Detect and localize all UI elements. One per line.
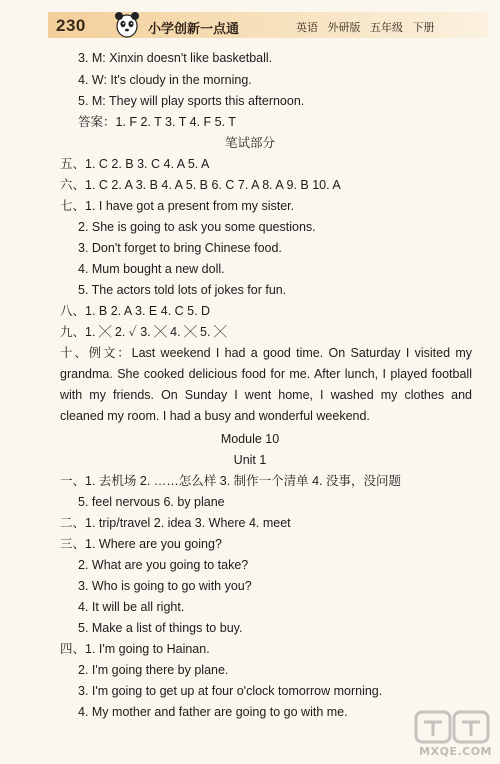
module-title: Module 10 <box>220 432 280 446</box>
answer-line-8: 八、1. B 2. A 3. E 4. C 5. D <box>60 304 211 318</box>
series-meta <box>296 19 441 35</box>
answer-key-line: 答案：1. F 2. T 3. T 4. F 5. T <box>78 115 236 129</box>
answer-line: 2. What are you going to take? <box>78 558 249 572</box>
listening-line: 3. M: Xinxin doesn't like basketball. <box>78 51 273 65</box>
answer-line: 一、1. 去机场 2. ……怎么样 3. 制作一个清单 4. 没事，没问题 <box>60 474 402 488</box>
answer-line: 2. I'm going there by plane. <box>78 663 229 677</box>
answer-line: 4. Mum bought a new doll. <box>78 262 225 276</box>
sample-essay: 十、例文：Last weekend I had a good time. On Saturday I visited my grandma. She cooked delicious food for me. After lunch, I played football with my friends. On Sunday I went home, I washed my clothes and cleaned my room. I had a busy and wonderful weekend. <box>60 346 472 423</box>
answer-line-9: 九、1. ╳ 2. ✓ 3. ╳ 4. ╳ 5. ╳ <box>60 325 227 339</box>
watermark-logo <box>414 710 492 758</box>
answer-line: 5. Make a list of things to buy. <box>78 621 243 635</box>
grade-label: 五年级 <box>370 21 403 34</box>
answer-line: 3. Don't forget to bring Chinese food. <box>78 241 282 255</box>
subject-label: 英语 <box>296 21 318 34</box>
panda-mascot-icon <box>112 6 142 40</box>
page-number: 230 <box>56 16 86 35</box>
answer-line: 3. Who is going to go with you? <box>78 579 252 593</box>
answer-line: 4. My mother and father are going to go with me. <box>78 705 348 719</box>
watermark-stamp-icon <box>414 710 492 744</box>
answer-line: 三、1. Where are you going? <box>60 537 222 551</box>
page-header <box>0 0 500 46</box>
volume-label: 下册 <box>412 21 435 34</box>
listening-line: 5. M: They will play sports this afternoon. <box>78 94 305 108</box>
answer-line-6: 六、1. C 2. A 3. B 4. A 5. B 6. C 7. A 8. A 9. B 10. A <box>60 178 341 192</box>
series-title: 小学创新一点通 <box>148 22 240 37</box>
answer-line: 四、1. I'm going to Hainan. <box>60 642 210 656</box>
watermark-text: MXQE.COM <box>419 745 492 758</box>
section-heading: 笔试部分 <box>224 136 275 150</box>
answer-line: 二、1. trip/travel 2. idea 3. Where 4. meet <box>60 516 291 530</box>
answer-line-7: 七、1. I have got a present from my sister. <box>60 199 295 213</box>
edition-label: 外研版 <box>327 21 361 34</box>
answer-line: 3. I'm going to get up at four o'clock tomorrow morning. <box>78 684 383 698</box>
answer-line: 5. The actors told lots of jokes for fun. <box>78 283 287 297</box>
answer-line-5: 五、1. C 2. B 3. C 4. A 5. A <box>60 157 210 171</box>
listening-line: 4. W: It's cloudy in the morning. <box>78 73 252 87</box>
unit-title: Unit 1 <box>233 453 267 467</box>
answer-line: 4. It will be all right. <box>78 600 185 614</box>
answer-line: 2. She is going to ask you some questions. <box>78 220 316 234</box>
answer-line: 5. feel nervous 6. by plane <box>78 495 225 509</box>
